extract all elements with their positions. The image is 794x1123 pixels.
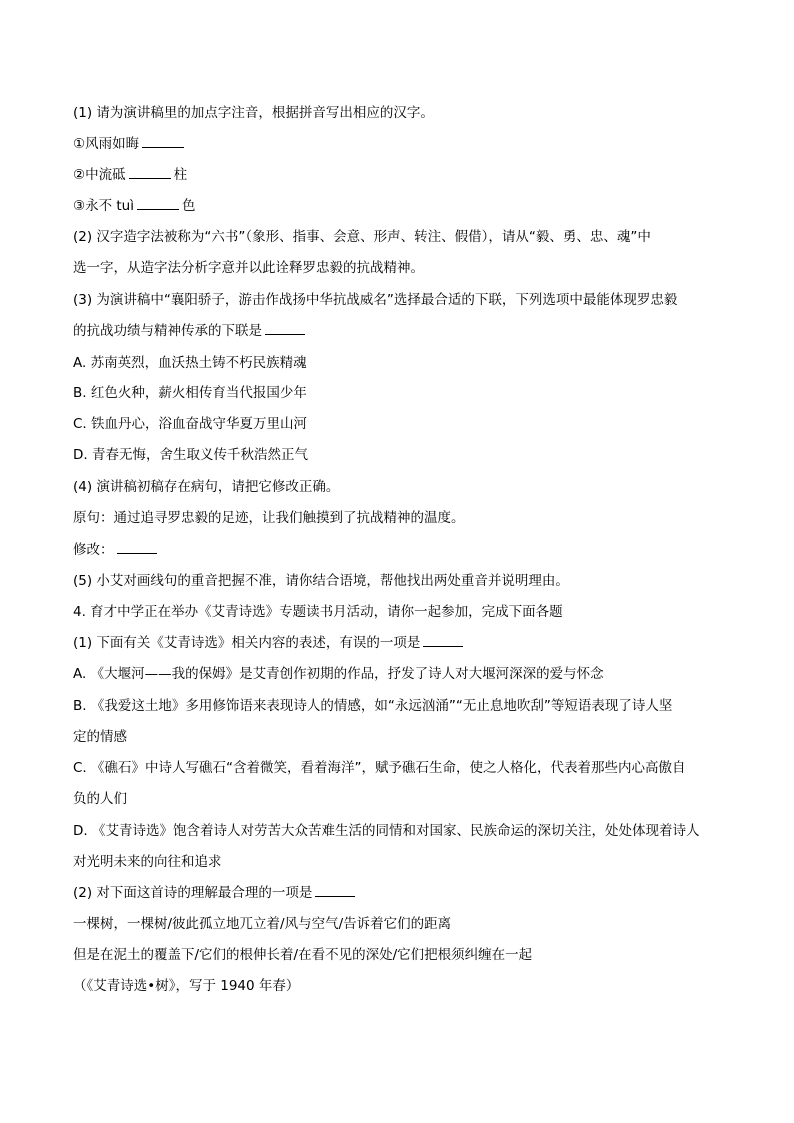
q4-option-d-line1: D. 《艾青诗选》饱含着诗人对劳苦大众苦难生活的同情和对国家、民族命运的深切关注，处处体现着诗人 xyxy=(73,823,700,839)
q3-item2-after: 柱 xyxy=(173,167,188,183)
q3-part5-prompt: (5) 小艾对画线句的重音把握不准，请你结合语境，帮他找出两处重音并说明理由。 xyxy=(73,573,569,589)
q3-option-b: B. 红色火种，薪火相传育当代报国少年 xyxy=(73,385,307,401)
q3-part4-prompt: (4) 演讲稿初稿存在病句，请把它修改正确。 xyxy=(73,479,340,495)
q3-item1-text: ①风雨如晦 xyxy=(73,136,140,152)
answer-blank[interactable] xyxy=(142,135,184,148)
q4-option-c-line1: C. 《礁石》中诗人写礁石“含着微笑，看着海洋”，赋予礁石生命，使之人格化，代表着那些内心高傲自 xyxy=(73,760,686,776)
q3-option-d: D. 青春无悔，舍生取义传千秋浩然正气 xyxy=(73,447,308,463)
answer-blank[interactable] xyxy=(117,541,157,554)
q4-part1-prompt: (1) 下面有关《艾青诗选》相关内容的表述，有误的一项是 xyxy=(73,634,733,652)
q3-item3-after: 色 xyxy=(182,198,196,214)
answer-blank[interactable] xyxy=(137,197,179,210)
q4-poem-line2: 但是在泥土的覆盖下/它们的根伸长着/在看不见的深处/它们把根须纠缠在一起 xyxy=(73,947,533,963)
q4-intro: 4. 育才中学正在举办《艾青诗选》专题读书月活动，请你一起参加，完成下面各题 xyxy=(73,604,563,620)
q3-part3-line2: 的抗战功绩与精神传承的下联是 xyxy=(73,322,733,340)
q4-option-a: A. 《大堰河——我的保姆》是艾青创作初期的作品，抒发了诗人对大堰河深深的爱与怀念 xyxy=(73,666,604,682)
q3-part2-line2: 选一字，从造字法分析字意并以此诠释罗忠毅的抗战精神。 xyxy=(73,260,424,276)
q3-option-a: A. 苏南英烈，血沃热土铸不朽民族精魂 xyxy=(73,355,307,371)
q3-item2-before: ②中流砥 xyxy=(73,167,126,183)
q4-part2-prompt: (2) 对下面这首诗的理解最合理的一项是 xyxy=(73,884,733,902)
q3-option-c: C. 铁血丹心，浴血奋战守华夏万里山河 xyxy=(73,416,308,432)
q3-item1 xyxy=(73,135,733,153)
q4-option-b-line1: B. 《我爱这土地》多用修饰语来表现诗人的情感，如“永远汹涌”“无止息地吹刮”等短语表现了诗人坚 xyxy=(73,698,673,714)
q3-part3-line1: (3) 为演讲稿中“襄阳骄子，游击作战扬中华抗战威名”选择最合适的下联，下列选项中最能体现罗忠毅 xyxy=(73,292,678,308)
q3-part2-line1: (2) 汉字造字法被称为“六书”（象形、指事、会意、形声、转注、假借），请从“毅、勇、忠、魂”中 xyxy=(73,229,651,245)
answer-blank[interactable] xyxy=(129,166,171,179)
q4-option-c-line2: 负的人们 xyxy=(73,791,127,807)
q4-option-b-line2: 定的情感 xyxy=(73,729,127,745)
q3-item3-before: ③永不 tuì xyxy=(73,198,134,214)
q4-option-d-line2: 对光明未来的向往和追求 xyxy=(73,854,222,870)
answer-blank[interactable] xyxy=(315,884,355,897)
answer-blank[interactable] xyxy=(265,322,305,335)
q3-part1-prompt: (1) 请为演讲稿里的加点字注音，根据拼音写出相应的汉字。 xyxy=(73,105,434,121)
q3-item3 xyxy=(73,197,733,215)
q3-item2 xyxy=(73,166,733,184)
q4-poem-line1: 一棵树，一棵树/彼此孤立地兀立着/风与空气/告诉着它们的距离 xyxy=(73,916,452,932)
q3-part4-original: 原句：通过追寻罗忠毅的足迹，让我们触摸到了抗战精神的温度。 xyxy=(73,510,465,526)
q4-poem-source: （《艾青诗选•树》，写于 1940 年春） xyxy=(73,978,300,994)
answer-blank[interactable] xyxy=(423,634,463,647)
q3-part4-revise: 修改： xyxy=(73,541,733,559)
